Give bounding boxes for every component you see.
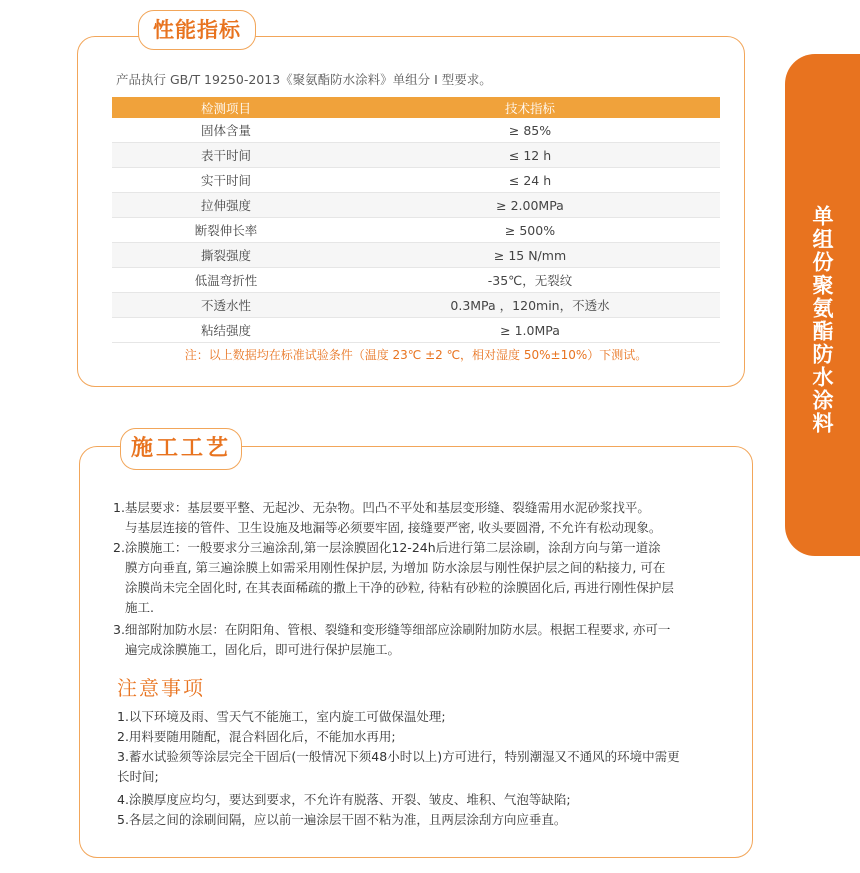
spec-value-cell: ≥ 500%	[340, 218, 720, 243]
test-item-cell: 断裂伸长率	[112, 218, 340, 243]
spec-value-cell: ≥ 2.00MPa	[340, 193, 720, 218]
notice-item	[117, 790, 571, 810]
notice-line: 长时间;	[117, 769, 159, 784]
construction-line: 遍完成涂膜施工，固化后，即可进行保护层施工。	[125, 642, 401, 657]
performance-title: 性能指标	[138, 10, 256, 50]
notice-line: 1.以下环境及雨、雪天气不能施工，室内旋工可做保温处理;	[117, 709, 446, 724]
table-row	[112, 218, 720, 243]
table-row	[112, 143, 720, 168]
notice-line: 5.各层之间的涂刷间隔，应以前一遍涂层干固不粘为准，且两层涂刮方向应垂直。	[117, 812, 567, 827]
test-item-cell: 低温弯折性	[112, 268, 340, 293]
table-row	[112, 293, 720, 318]
table-row	[112, 168, 720, 193]
notice-item	[117, 747, 680, 787]
test-item-cell: 实干时间	[112, 168, 340, 193]
construction-item	[113, 620, 670, 660]
test-item-cell: 拉伸强度	[112, 193, 340, 218]
performance-intro: 产品执行 GB/T 19250-2013《聚氨酯防水涂料》单组分 I 型要求。	[116, 72, 492, 87]
notice-item	[117, 727, 396, 747]
construction-line: 涂膜尚未完全固化时, 在其表面稀疏的撒上干净的砂粒, 待粘有砂粒的涂膜固化后, 再进行刚性保护层	[125, 580, 674, 595]
side-tab-label: 单组份聚氨酯防水涂料	[810, 205, 834, 435]
construction-line: 膜方向垂直, 第三遍涂膜上如需采用刚性保护层, 为增加 防水涂层与刚性保护层之间的粘接力, 可在	[125, 560, 666, 575]
test-item-cell: 不透水性	[112, 293, 340, 318]
spec-table-header-row	[112, 97, 720, 118]
test-item-cell: 表干时间	[112, 143, 340, 168]
test-item-cell: 粘结强度	[112, 318, 340, 343]
spec-value-cell: ≤ 12 h	[340, 143, 720, 168]
header-spec: 技术指标	[340, 97, 720, 118]
spec-table	[112, 97, 720, 343]
test-item-cell: 固体含量	[112, 118, 340, 143]
table-row	[112, 243, 720, 268]
header-test-item: 检测项目	[112, 97, 340, 118]
notice-line: 3.蓄水试验须等涂层完全干固后(一般情况下须48小时以上)方可进行，特别潮湿又不通风的环境中需更	[117, 749, 680, 764]
spec-value-cell: ≥ 15 N/mm	[340, 243, 720, 268]
spec-value-cell: ≥ 85%	[340, 118, 720, 143]
construction-line: 与基层连接的管件、卫生设施及地漏等必须要牢固, 接缝要严密, 收头要圆滑, 不允许有松动现象。	[125, 520, 662, 535]
notice-line: 2.用料要随用随配，混合料固化后，不能加水再用;	[117, 729, 396, 744]
spec-value-cell: ≤ 24 h	[340, 168, 720, 193]
table-row	[112, 268, 720, 293]
construction-title: 施工工艺	[120, 428, 242, 470]
construction-item	[113, 498, 661, 538]
table-row	[112, 118, 720, 143]
notice-line: 4.涂膜厚度应均匀，要达到要求，不允许有脱落、开裂、皱皮、堆积、气泡等缺陷;	[117, 792, 571, 807]
construction-line: 2.涂膜施工：一般要求分三遍涂刮,第一层涂膜固化12-24h后进行第二层涂刷，涂刮方向与第一道涂	[113, 540, 661, 555]
notice-heading: 注意事项	[117, 676, 205, 700]
spec-value-cell: -35℃，无裂纹	[340, 268, 720, 293]
test-item-cell: 撕裂强度	[112, 243, 340, 268]
spec-value-cell: 0.3MPa ，120min，不透水	[340, 293, 720, 318]
notice-item	[117, 707, 446, 727]
spec-value-cell: ≥ 1.0MPa	[340, 318, 720, 343]
construction-item	[113, 538, 674, 618]
construction-line: 1.基层要求：基层要平整、无起沙、无杂物。凹凸不平处和基层变形缝、裂缝需用水泥砂浆找平。	[113, 500, 650, 515]
test-condition-note: 注：以上数据均在标准试验条件（温度 23℃ ±2 ℃，相对湿度 50%±10%）下测试。	[184, 348, 648, 362]
table-row	[112, 318, 720, 343]
construction-line: 施工.	[125, 600, 154, 615]
table-row	[112, 193, 720, 218]
construction-line: 3.细部附加防水层：在阴阳角、管根、裂缝和变形缝等细部应涂刷附加防水层。根据工程要求, 亦可一	[113, 622, 671, 637]
notice-item	[117, 810, 566, 830]
